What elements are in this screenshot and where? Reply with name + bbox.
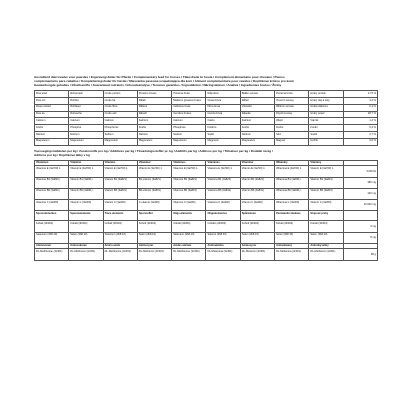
table-cell: Cellulose brute — [172, 104, 206, 111]
value-cell: 4,2 % — [343, 98, 377, 105]
table-cell: Spoorelementen — [35, 211, 69, 221]
table-cell: B6-vitamin (3a831) — [137, 188, 171, 199]
additive-row — [35, 177, 378, 188]
table-cell: Magnesium — [35, 138, 69, 145]
table-cell: Aminosyrer — [137, 243, 171, 249]
table-cell: Vitamin B1 (3a821) — [103, 177, 137, 188]
table-cell: Vitamine — [69, 160, 103, 166]
table-cell: Vitamina E (3a700) 1 — [206, 166, 240, 177]
table-cell: Fosfor — [275, 125, 309, 132]
label-sheet — [34, 75, 378, 261]
table-cell: Hrubá vláknina — [309, 104, 343, 111]
table-cell: Witamina B1 (3a821) — [275, 177, 309, 188]
table-cell: C-vitamin (3a300) — [137, 199, 171, 210]
table-cell: Sodio — [206, 131, 240, 138]
table-cell: Kobalt (3b304) — [309, 221, 343, 232]
table-cell: Vitamine C (3a300) — [172, 199, 206, 210]
table-cell: Cobalt (3b304) — [103, 221, 137, 232]
table-cell: Ruw vet — [35, 98, 69, 105]
additives-header-line: Toevoegingsmiddelen per kg / Zusatzstoffe pro kg / Additives per kg / Tilsætningsstoffer pr. kg / Additifs par kg / Aditivos por kg / Tillsatser per kg / Dodatki na kg / — [34, 148, 273, 153]
value-cell: 2,7 % — [343, 131, 377, 138]
table-cell: DL-Methionine (3c301) — [103, 249, 137, 260]
additive-row — [35, 199, 378, 210]
table-cell: Matières grasses brutes — [172, 98, 206, 105]
table-cell: Oligoelementos — [206, 211, 240, 221]
table-cell: Aminosyror — [240, 243, 274, 249]
table-cell: Vitamin E (3a700) 1 — [240, 166, 274, 177]
table-cell: Popiół surowy — [275, 111, 309, 118]
table-cell: Vitaminer — [240, 160, 274, 166]
table-cell: Selen (3b8.10) — [137, 232, 171, 243]
table-cell: Cobalt (3b304) — [172, 221, 206, 232]
table-cell: Białko surowe — [240, 91, 274, 98]
table-cell: Włókno surowe — [275, 104, 309, 111]
composition-header — [34, 75, 378, 87]
table-cell: Crude protein — [103, 91, 137, 98]
table-cell: Rohasche — [69, 111, 103, 118]
table-cell: Witamina B6 (3a831) — [275, 188, 309, 199]
table-cell: Sodium — [172, 131, 206, 138]
table-cell: Calcium — [172, 118, 206, 125]
table-cell: Fosfor — [240, 125, 274, 132]
table-cell: Vitaminy — [309, 160, 343, 166]
table-cell: Vitamine B6 (3a831) — [35, 188, 69, 199]
table-cell: Vitamin B6 (3a831) — [103, 188, 137, 199]
table-cell: Vitamin E (3a700) 1 — [137, 166, 171, 177]
table-cell: Selenium (3b8.10) — [35, 232, 69, 243]
table-cell: Växttråd — [240, 104, 274, 111]
table-cell: Witamina C (3a300) — [275, 199, 309, 210]
table-cell: Vitaminen — [35, 160, 69, 166]
table-cell: DL-Methionine (3c301) — [35, 249, 69, 260]
table-cell: Vitamin C (3a300) — [69, 199, 103, 210]
additive-row — [35, 188, 378, 199]
table-cell: Magnésium — [172, 138, 206, 145]
nutrient-row — [35, 131, 378, 138]
table-cell: Fosfor — [309, 125, 343, 132]
additives-table — [34, 160, 378, 261]
value-cell: 1,2 % — [343, 118, 377, 125]
table-cell: Kobalt (3b304) — [275, 221, 309, 232]
table-cell: Natrium — [137, 131, 171, 138]
additives-header-line: Aditivos por kg / Doplňkové látky v kg — [34, 152, 90, 157]
table-cell: Aminokwasy — [275, 243, 309, 249]
nutrient-row — [35, 91, 378, 98]
nutrient-table — [34, 90, 378, 145]
table-cell: Råaska — [240, 111, 274, 118]
nutrient-row — [35, 125, 378, 132]
table-cell: Sodík — [309, 131, 343, 138]
table-cell: Råfett — [240, 98, 274, 105]
table-cell: Aminokyseliny — [309, 243, 343, 249]
table-cell: Trace elements — [103, 211, 137, 221]
table-cell: Kobalt (3b304) — [69, 221, 103, 232]
table-cell: Natrium — [35, 131, 69, 138]
nutrient-row — [35, 98, 378, 105]
table-cell: Sélénium (3b8.10) — [172, 232, 206, 243]
table-cell: Sodium — [103, 131, 137, 138]
value-cell — [343, 211, 377, 221]
value-cell: 3.000 IE — [343, 166, 377, 177]
table-cell: DL-Méthionine (3c301) — [172, 249, 206, 260]
table-cell: Magnez — [275, 138, 309, 145]
table-cell: Rätall — [137, 98, 171, 105]
table-cell: Calcium — [35, 118, 69, 125]
additive-row — [35, 232, 378, 243]
table-cell: Vitamine E (3a700) 1 — [35, 166, 69, 177]
table-cell: Aminozuren — [35, 243, 69, 249]
table-cell: Spurenelemente — [69, 211, 103, 221]
table-cell: Aminosäuren — [69, 243, 103, 249]
table-cell: Vitamina C (3a300) — [206, 199, 240, 210]
table-cell: Sód — [275, 131, 309, 138]
table-cell: Calcium — [69, 118, 103, 125]
table-cell: Crude fat — [103, 98, 137, 105]
additive-row — [35, 211, 378, 221]
table-cell: Crude ash — [103, 111, 137, 118]
table-cell: Oligo-éléments — [172, 211, 206, 221]
nutrient-row — [35, 111, 378, 118]
additive-row — [35, 166, 378, 177]
table-cell: Fibra bruta — [206, 104, 240, 111]
table-cell: Selen (3b8.10) — [275, 232, 309, 243]
table-cell: Vitamin E (3a700) 1 — [103, 166, 137, 177]
table-cell: Vitamine E (3a700) 1 — [172, 166, 206, 177]
table-cell: Kalcium — [137, 118, 171, 125]
table-cell: Proteína bruta — [172, 91, 206, 98]
table-cell: Ruw as — [35, 111, 69, 118]
value-cell: 120 mg — [343, 188, 377, 199]
value-cell: 180 mg — [343, 177, 377, 188]
table-cell: Vitamine B6 (3a831) — [172, 188, 206, 199]
table-cell: B1-vitamin (3a821) — [137, 177, 171, 188]
table-cell: Phosphorus — [103, 125, 137, 132]
table-cell: Magnesium — [103, 138, 137, 145]
table-cell: Ceniza bruta — [206, 111, 240, 118]
table-cell: Vitamín B1 (3a821) — [309, 177, 343, 188]
table-cell: Phosphore — [172, 125, 206, 132]
table-cell: Selen (3b8.10) — [309, 232, 343, 243]
table-cell: Vitamine C (3a300) — [35, 199, 69, 210]
table-cell: Fósforo — [206, 125, 240, 132]
table-cell: Sporstoffer — [137, 211, 171, 221]
table-cell: Vitamín B6 (3a831) — [309, 188, 343, 199]
table-cell: Vitamines — [172, 160, 206, 166]
table-cell: Phosphor — [69, 125, 103, 132]
table-cell: Selen (3b8.10) — [240, 232, 274, 243]
value-cell: 6,1 % — [343, 104, 377, 111]
value-cell: 0,4 % — [343, 125, 377, 132]
table-cell: Vitamina B1 (3a821) — [206, 177, 240, 188]
table-cell: Selenio (3b8.10) — [206, 232, 240, 243]
table-cell: Kalcium — [240, 118, 274, 125]
table-cell: Vápník — [309, 118, 343, 125]
table-cell: Vitamins — [103, 160, 137, 166]
additive-row — [35, 249, 378, 260]
table-cell: Acides aminés — [172, 243, 206, 249]
table-cell: Selenium (3b8.10) — [103, 232, 137, 243]
table-cell: Wapń — [275, 118, 309, 125]
value-cell: 80 g — [343, 249, 377, 260]
table-cell: Kobalt (3b304) — [35, 221, 69, 232]
table-cell: Hrubý olej a tuky — [309, 98, 343, 105]
table-cell: Grasa bruta — [206, 98, 240, 105]
table-cell: Aminoácidos — [206, 243, 240, 249]
composition-header-line: complementario para caballos / Kompletteringsfoder för hästar / Mieszanka paszowa uzupełniająca dla koni / Aliment complémentaire pour cavalos / Doplňkové krmivo pro koně — [34, 79, 294, 84]
table-cell: DL-Methionin (3c301) — [137, 249, 171, 260]
table-cell: Vitamín C (3a300) — [309, 199, 343, 210]
table-cell: Vitamin B6 (3a831) — [69, 188, 103, 199]
table-cell: Calcium — [103, 118, 137, 125]
table-cell: Fosfor — [35, 125, 69, 132]
table-cell: Vitamin C (3a300) — [240, 199, 274, 210]
table-cell: Kobolt (3b304) — [240, 221, 274, 232]
table-cell: Tłuszcz surowy — [275, 98, 309, 105]
additives-header — [34, 149, 378, 157]
table-cell: Spårämnen — [240, 211, 274, 221]
table-cell: Råprotein — [206, 91, 240, 98]
table-cell: Natrium — [240, 131, 274, 138]
value-cell: 3 mg — [343, 221, 377, 232]
table-cell: DL-Metionin (3c301) — [240, 249, 274, 260]
table-cell: Ruwe celstof — [35, 104, 69, 111]
table-cell: Magnesium — [69, 138, 103, 145]
table-cell: Vitamine B1 (3a821) — [35, 177, 69, 188]
nutrient-row — [35, 104, 378, 111]
table-cell: Natrium — [69, 131, 103, 138]
additive-row — [35, 221, 378, 232]
table-cell: Stopové prvky — [309, 211, 343, 221]
table-cell: Cendres brutes — [172, 111, 206, 118]
table-cell: Hořčík — [309, 138, 343, 145]
table-cell: Fosfor — [137, 125, 171, 132]
table-cell: Rohfett — [69, 98, 103, 105]
table-cell: Vitaminas — [206, 160, 240, 166]
table-cell: Rätuch — [137, 111, 171, 118]
value-cell: 10.000 mg — [343, 199, 377, 210]
table-cell: Hrubý protein — [309, 91, 343, 98]
table-cell: Kobolt (3b304) — [137, 221, 171, 232]
table-cell: Magnesium — [240, 138, 274, 145]
value-cell: 6,0 % — [343, 138, 377, 145]
composition-header-line: Ausrallend dierrovader vour paardes / Ergarzungsfutter für Pferde / Complementary feed for horses / Täkuslrede br houte / Complément alimentaire pour chevaux / Pienso — [34, 75, 285, 79]
table-cell: Vitamin B1 (3a821) — [69, 177, 103, 188]
table-cell: Rohprotein — [69, 91, 103, 98]
nutrient-row — [35, 138, 378, 145]
table-cell: Rohfaser — [69, 104, 103, 111]
table-cell: Witaminy — [275, 160, 309, 166]
table-cell: Proteine brutes — [137, 91, 171, 98]
table-cell: DL-Metionina (3c301) — [206, 249, 240, 260]
table-cell: Vitamina B6 (3a831) — [206, 188, 240, 199]
table-cell: Vitamin B6 (3a831) — [240, 188, 274, 199]
table-cell: Crude fibre — [103, 104, 137, 111]
nutrient-row — [35, 118, 378, 125]
table-cell: Vitamin E (3a700) 1 — [69, 166, 103, 177]
value-cell: 17,5 % — [343, 91, 377, 98]
table-cell: Räfiers — [137, 104, 171, 111]
table-cell: Vitaminer — [137, 160, 171, 166]
table-cell: Vitamin C (3a300) — [103, 199, 137, 210]
value-cell: 28,7 % — [343, 111, 377, 118]
table-cell: Vitamin B1 (3a821) — [240, 177, 274, 188]
table-cell: Vitamín E (3a700) 1 — [309, 166, 343, 177]
table-cell: Witamina E (3a700) 1 — [275, 166, 309, 177]
table-cell: Vitamine B1 (3a821) — [172, 177, 206, 188]
table-cell: Selen (3b8.10) — [69, 232, 103, 243]
table-cell: DL-Methionin (3c301) — [309, 249, 343, 260]
table-cell: Pierwiastki śladowe — [275, 211, 309, 221]
table-cell: Ruw eiwit — [35, 91, 69, 98]
table-cell: Calcio — [206, 118, 240, 125]
table-cell: Proteína bruta — [275, 91, 309, 98]
table-cell: Cobalto (3b304) — [206, 221, 240, 232]
table-cell: DL-Metionina (3c301) — [275, 249, 309, 260]
composition-header-line: Gewaarborgde gehaltes / Inhaltsstoffe / Guaranteed nutrients / Inhoudsanalyse / Tenuous garanties / Ingrediënten / Näringsämnen / Analiza / Ingredientes brutos / Živiny — [34, 83, 282, 88]
table-cell: Magnesio — [206, 138, 240, 145]
table-cell: DL-Methionin (3c301) — [69, 249, 103, 260]
table-cell: Hrubý popel — [309, 111, 343, 118]
table-cell: Magnesium — [137, 138, 171, 145]
value-cell: 8 mg — [343, 232, 377, 243]
table-cell: Amino acids — [103, 243, 137, 249]
